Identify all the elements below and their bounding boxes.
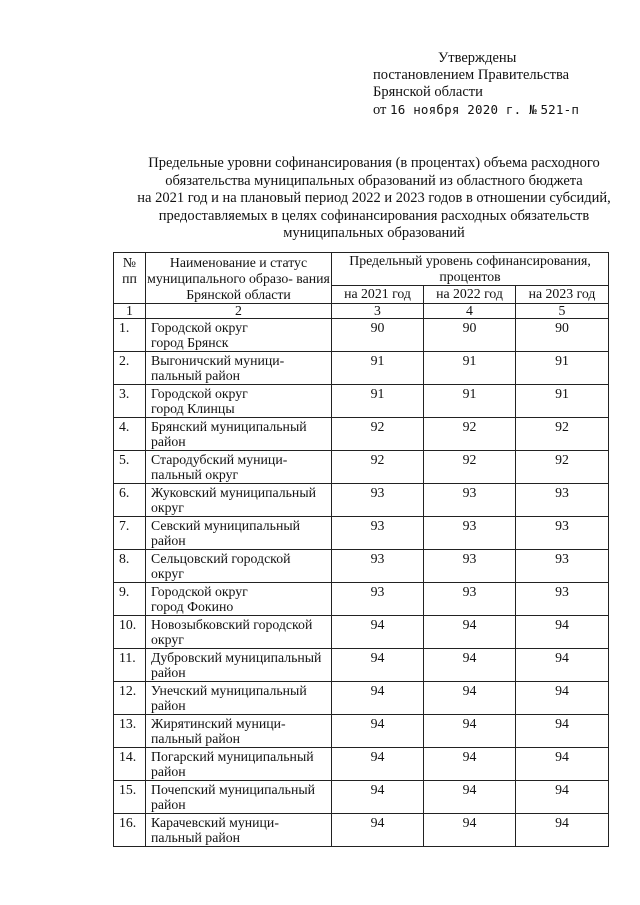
value-2023: 93 bbox=[516, 517, 609, 550]
value-2023: 91 bbox=[516, 385, 609, 418]
table-body bbox=[114, 304, 609, 847]
municipality-name-line: пальный район bbox=[151, 368, 240, 383]
row-number: 15. bbox=[114, 781, 146, 814]
value-2023: 93 bbox=[516, 583, 609, 616]
row-number: 11. bbox=[114, 649, 146, 682]
row-number: 14. bbox=[114, 748, 146, 781]
table-row bbox=[114, 583, 609, 616]
value-2021: 90 bbox=[332, 319, 424, 352]
municipality-name bbox=[146, 814, 332, 847]
municipality-name-line: пальный район bbox=[151, 830, 240, 845]
cofinancing-table bbox=[113, 252, 609, 847]
value-2022: 93 bbox=[424, 484, 516, 517]
municipality-name-line: пальный район bbox=[151, 731, 240, 746]
approval-region: Брянской области bbox=[373, 84, 483, 100]
table-row bbox=[114, 484, 609, 517]
municipality-name-line: Погарский муниципальный bbox=[151, 749, 314, 764]
column-index: 4 bbox=[424, 304, 516, 319]
municipality-name-line: Унечский муниципальный bbox=[151, 683, 307, 698]
value-2022: 90 bbox=[424, 319, 516, 352]
row-number: 8. bbox=[114, 550, 146, 583]
approval-date: 16 ноября 2020 г. № bbox=[390, 102, 537, 117]
heading-line: Предельные уровни софинансирования (в процентах) объема расходного bbox=[148, 155, 600, 171]
table-row bbox=[114, 352, 609, 385]
heading-line: обязательства муниципальных образований из областного бюджета bbox=[165, 172, 583, 189]
table-row bbox=[114, 748, 609, 781]
value-2023: 93 bbox=[516, 484, 609, 517]
municipality-name bbox=[146, 715, 332, 748]
municipality-name bbox=[146, 517, 332, 550]
row-number: 13. bbox=[114, 715, 146, 748]
municipality-name-line: пальный округ bbox=[151, 467, 239, 482]
value-2023: 94 bbox=[516, 748, 609, 781]
row-number: 7. bbox=[114, 517, 146, 550]
value-2021: 94 bbox=[332, 748, 424, 781]
column-index: 5 bbox=[516, 304, 609, 319]
table-row bbox=[114, 682, 609, 715]
value-2023: 94 bbox=[516, 682, 609, 715]
municipality-name bbox=[146, 451, 332, 484]
heading-line: на 2021 год и на плановый период 2022 и 2023 годов в отношении субсидий, bbox=[137, 190, 611, 206]
header-year-2021: на 2021 год bbox=[332, 286, 424, 304]
heading-line: предоставляемых в целях софинансирования расходных обязательств bbox=[158, 207, 590, 224]
header-name: Наименование и статус муниципального образо- вания Брянской области bbox=[146, 253, 332, 304]
value-2023: 94 bbox=[516, 649, 609, 682]
column-index: 3 bbox=[332, 304, 424, 319]
municipality-name-line: Севский муниципальный bbox=[151, 518, 300, 533]
table-row bbox=[114, 319, 609, 352]
municipality-name-line: Жуковский муниципальный bbox=[151, 485, 316, 500]
row-number: 1. bbox=[114, 319, 146, 352]
approval-date-line bbox=[373, 101, 638, 119]
value-2021: 94 bbox=[332, 814, 424, 847]
municipality-name bbox=[146, 385, 332, 418]
value-2023: 92 bbox=[516, 418, 609, 451]
header-level: Предельный уровень софинансирования, процентов bbox=[332, 253, 609, 286]
value-2022: 92 bbox=[424, 418, 516, 451]
value-2021: 92 bbox=[332, 451, 424, 484]
municipality-name bbox=[146, 484, 332, 517]
municipality-name bbox=[146, 319, 332, 352]
row-number: 3. bbox=[114, 385, 146, 418]
municipality-name bbox=[146, 418, 332, 451]
table-row bbox=[114, 715, 609, 748]
value-2022: 94 bbox=[424, 814, 516, 847]
municipality-name bbox=[146, 682, 332, 715]
municipality-name-line: округ bbox=[151, 566, 184, 581]
row-number: 9. bbox=[114, 583, 146, 616]
municipality-name bbox=[146, 550, 332, 583]
row-number: 5. bbox=[114, 451, 146, 484]
municipality-name bbox=[146, 352, 332, 385]
row-number: 6. bbox=[114, 484, 146, 517]
municipality-name-line: район bbox=[151, 797, 186, 812]
municipality-name-line: район bbox=[151, 665, 186, 680]
value-2021: 91 bbox=[332, 385, 424, 418]
table-row bbox=[114, 616, 609, 649]
table-row bbox=[114, 781, 609, 814]
table-row bbox=[114, 385, 609, 418]
value-2021: 91 bbox=[332, 352, 424, 385]
table-row bbox=[114, 517, 609, 550]
table-row bbox=[114, 418, 609, 451]
value-2021: 94 bbox=[332, 616, 424, 649]
value-2022: 92 bbox=[424, 451, 516, 484]
value-2022: 93 bbox=[424, 583, 516, 616]
municipality-name-line: Карачевский муници- bbox=[151, 815, 279, 830]
value-2022: 93 bbox=[424, 517, 516, 550]
heading-line: муниципальных образований bbox=[283, 225, 465, 241]
value-2021: 93 bbox=[332, 484, 424, 517]
value-2023: 91 bbox=[516, 352, 609, 385]
row-number: 2. bbox=[114, 352, 146, 385]
municipality-name-line: город Фокино bbox=[151, 599, 234, 614]
value-2022: 94 bbox=[424, 616, 516, 649]
municipality-name-line: город Клинцы bbox=[151, 401, 235, 416]
row-number: 4. bbox=[114, 418, 146, 451]
value-2022: 91 bbox=[424, 385, 516, 418]
municipality-name bbox=[146, 649, 332, 682]
header-year-2022: на 2022 год bbox=[424, 286, 516, 304]
document-heading bbox=[110, 155, 638, 243]
municipality-name-line: Сельцовский городской bbox=[151, 551, 291, 566]
municipality-name-line: Городской округ bbox=[151, 320, 248, 335]
value-2021: 92 bbox=[332, 418, 424, 451]
municipality-name-line: Городской округ bbox=[151, 386, 248, 401]
value-2021: 94 bbox=[332, 682, 424, 715]
column-index-row bbox=[114, 304, 609, 319]
column-index: 1 bbox=[114, 304, 146, 319]
municipality-name bbox=[146, 583, 332, 616]
municipality-name-line: район bbox=[151, 533, 186, 548]
municipality-name-line: Городской округ bbox=[151, 584, 248, 599]
municipality-name-line: Дубровский муниципальный bbox=[151, 650, 322, 665]
value-2021: 94 bbox=[332, 649, 424, 682]
value-2023: 94 bbox=[516, 616, 609, 649]
municipality-name-line: район bbox=[151, 434, 186, 449]
municipality-name-line: район bbox=[151, 764, 186, 779]
value-2023: 92 bbox=[516, 451, 609, 484]
municipality-name-line: Стародубский муници- bbox=[151, 452, 288, 467]
value-2023: 94 bbox=[516, 814, 609, 847]
header-year-2023: на 2023 год bbox=[516, 286, 609, 304]
table-row bbox=[114, 814, 609, 847]
value-2022: 94 bbox=[424, 715, 516, 748]
municipality-name-line: город Брянск bbox=[151, 335, 229, 350]
municipality-name-line: район bbox=[151, 698, 186, 713]
municipality-name-line: Выгоничский муници- bbox=[151, 353, 285, 368]
value-2021: 93 bbox=[332, 517, 424, 550]
value-2022: 94 bbox=[424, 682, 516, 715]
row-number: 12. bbox=[114, 682, 146, 715]
value-2021: 94 bbox=[332, 715, 424, 748]
municipality-name-line: Брянский муниципальный bbox=[151, 419, 307, 434]
value-2022: 91 bbox=[424, 352, 516, 385]
value-2023: 94 bbox=[516, 781, 609, 814]
row-number: 10. bbox=[114, 616, 146, 649]
municipality-name-line: округ bbox=[151, 632, 184, 647]
row-number: 16. bbox=[114, 814, 146, 847]
approval-title: Утверждены bbox=[438, 50, 517, 66]
approval-date-prefix: от bbox=[373, 102, 387, 118]
value-2021: 93 bbox=[332, 550, 424, 583]
municipality-name bbox=[146, 616, 332, 649]
value-2022: 94 bbox=[424, 649, 516, 682]
value-2022: 93 bbox=[424, 550, 516, 583]
approval-number: 521-п bbox=[540, 102, 580, 117]
column-index: 2 bbox=[146, 304, 332, 319]
approval-by-line: постановлением Правительства bbox=[373, 67, 570, 83]
municipality-name-line: Новозыбковский городской bbox=[151, 617, 313, 632]
municipality-name-line: Почепский муниципальный bbox=[151, 782, 315, 797]
municipality-name bbox=[146, 748, 332, 781]
value-2023: 90 bbox=[516, 319, 609, 352]
value-2023: 94 bbox=[516, 715, 609, 748]
municipality-name bbox=[146, 781, 332, 814]
value-2021: 94 bbox=[332, 781, 424, 814]
municipality-name-line: Жирятинский муници- bbox=[151, 716, 286, 731]
header-number: № пп bbox=[114, 253, 146, 304]
value-2022: 94 bbox=[424, 781, 516, 814]
approval-stamp bbox=[373, 50, 638, 119]
value-2021: 93 bbox=[332, 583, 424, 616]
table-row bbox=[114, 451, 609, 484]
table-row bbox=[114, 649, 609, 682]
value-2023: 93 bbox=[516, 550, 609, 583]
value-2022: 94 bbox=[424, 748, 516, 781]
municipality-name-line: округ bbox=[151, 500, 184, 515]
table-row bbox=[114, 550, 609, 583]
